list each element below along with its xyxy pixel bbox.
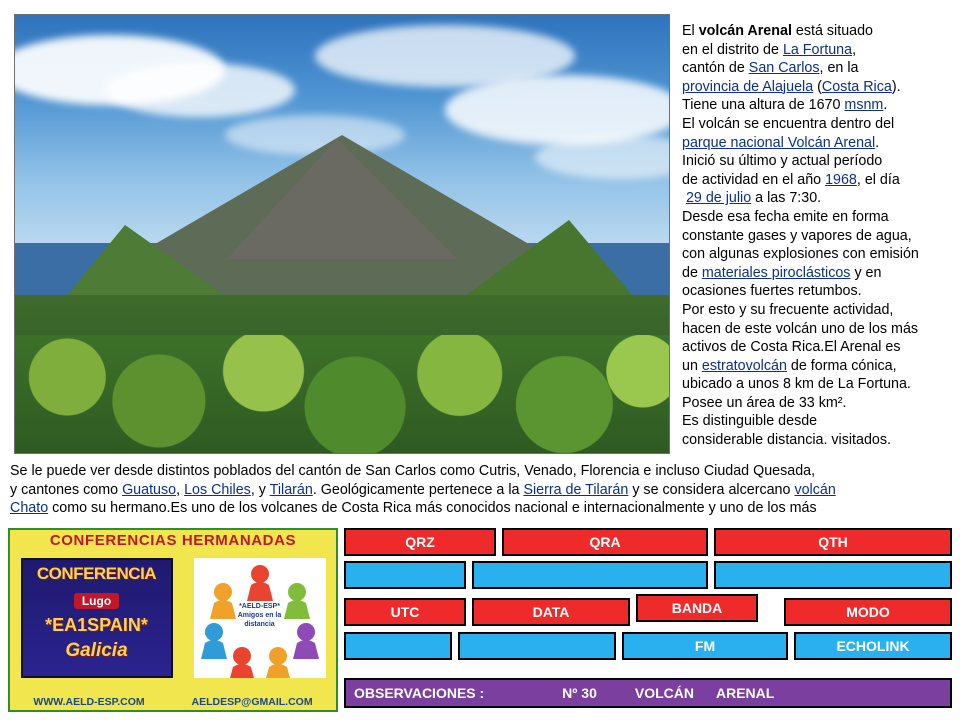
observations-number: Nº 30 bbox=[562, 685, 597, 701]
article-line-7: Inició su último y actual período bbox=[682, 153, 883, 170]
conference-logo bbox=[21, 558, 173, 678]
aeld-center-text bbox=[194, 602, 326, 629]
link-tilaran[interactable]: Tilarán bbox=[269, 481, 313, 498]
label-utc: UTC bbox=[344, 598, 466, 626]
article-line-3: provincia de Alajuela (Costa Rica). bbox=[682, 78, 901, 95]
input-data[interactable] bbox=[458, 632, 616, 660]
volcano-photo bbox=[14, 14, 670, 454]
mid-sep-4: y se considera alcercano bbox=[628, 481, 795, 498]
observations-bar[interactable] bbox=[344, 678, 952, 708]
conference-logo-line4: Galicia bbox=[65, 640, 128, 661]
article-line-11: constante gases y vapores de agua, bbox=[682, 227, 912, 244]
article-line-20: Posee un área de 33 km². bbox=[682, 394, 847, 411]
mid-paragraph bbox=[10, 462, 954, 518]
article-line-18: un estratovolcán de forma cónica, bbox=[682, 357, 897, 374]
link-provincia-alajuela[interactable]: provincia de Alajuela bbox=[682, 78, 814, 95]
link-guatuso[interactable]: Guatuso bbox=[122, 481, 177, 498]
logo-panel bbox=[8, 528, 338, 712]
article-line-9: 29 de julio a las 7:30. bbox=[685, 190, 822, 207]
article-line-12: con algunas explosiones con emisión bbox=[682, 246, 919, 263]
article-line-22: considerable distancia. visitados. bbox=[682, 432, 892, 449]
volcano-ash-slope bbox=[227, 139, 457, 259]
article-line-14: ocasiones fuertes retumbos. bbox=[682, 283, 862, 300]
article-line-15: Por esto y su frecuente actividad, bbox=[682, 301, 894, 318]
article-line-1: en el distrito de La Fortuna, bbox=[682, 41, 857, 58]
link-chato[interactable]: Chato bbox=[10, 500, 49, 517]
photo-forest bbox=[15, 335, 669, 454]
link-materiales-piroclasticos[interactable]: materiales piroclásticos bbox=[701, 264, 851, 281]
logo-panel-title: CONFERENCIAS HERMANADAS bbox=[49, 532, 297, 549]
aeld-line2: Amigos en la bbox=[237, 612, 282, 619]
label-banda: BANDA bbox=[636, 594, 758, 622]
label-modo: MODO bbox=[784, 598, 952, 626]
label-data: DATA bbox=[472, 598, 630, 626]
article-line-16: hacen de este volcán uno de los más bbox=[682, 320, 919, 337]
article-lead: El bbox=[682, 23, 699, 39]
link-msnm[interactable]: msnm bbox=[844, 97, 884, 114]
conference-logo-line2 bbox=[23, 594, 171, 608]
link-estratovolcan[interactable]: estratovolcán bbox=[701, 357, 787, 374]
link-costa-rica[interactable]: Costa Rica bbox=[821, 78, 892, 95]
logo-footer-website[interactable]: WWW.AELD-ESP.COM bbox=[33, 696, 145, 708]
input-banda[interactable]: FM bbox=[622, 632, 788, 660]
cloud bbox=[105, 63, 295, 117]
article-line-13: de materiales piroclásticos y en bbox=[682, 264, 882, 281]
article-line-19: ubicado a unos 8 km de La Fortuna. bbox=[682, 376, 911, 393]
label-qth: QTH bbox=[714, 528, 952, 556]
article-title-bold: volcán Arenal bbox=[698, 23, 792, 39]
aeld-logo bbox=[194, 558, 326, 678]
article-line-0: está situado bbox=[795, 23, 874, 39]
conference-logo-lugo: Lugo bbox=[74, 593, 119, 609]
observations-value2: ARENAL bbox=[715, 685, 775, 701]
article-text: El volcán Arenal está situado en el distrito de La Fortuna, cantón de San Carlos, en la provincia de Alajuela (Costa Rica). Tiene una altura de 1670 msnm. El volcán se encuentra dentro del parque nacional Volcán Arenal. Inició su último y actual período de actividad en el año 1968, el día 29 de julio a las 7:30. Desde esa fecha emite en forma constante gases y vapores de agua, con algunas explosiones con emisión de materiales piroclásticos y en ocasiones fuertes retumbos. Por esto y su frecuente actividad, hacen de este volcán uno de los más activos de Costa Rica.El Arenal es un estratovolcán de forma cónica, ubicado a unos 8 km de La Fortuna. Posee un área de 33 km². Es distinguible desde considerable distancia. visitados. bbox=[682, 23, 919, 449]
input-utc[interactable] bbox=[344, 632, 452, 660]
article-line-17: activos de Costa Rica.El Arenal es bbox=[682, 339, 901, 356]
link-la-fortuna[interactable]: La Fortuna bbox=[782, 41, 853, 58]
mid-line-1: Se le puede ver desde distintos poblados del cantón de San Carlos como Cutris, Venado, Florencia e incluso Ciudad Quesada, bbox=[10, 463, 816, 479]
input-modo[interactable]: ECHOLINK bbox=[794, 632, 952, 660]
aeld-line3: distancia bbox=[244, 621, 275, 628]
logo-row bbox=[10, 556, 336, 680]
observations-label: OBSERVACIONES : bbox=[354, 685, 485, 701]
article-line-2: cantón de San Carlos, en la bbox=[682, 60, 859, 77]
mid-sep-2: , y bbox=[250, 481, 270, 498]
link-volcan[interactable]: volcán bbox=[794, 481, 836, 498]
article-line-8: de actividad en el año 1968, el día bbox=[682, 171, 900, 188]
input-qrz[interactable] bbox=[344, 561, 466, 589]
link-1968[interactable]: 1968 bbox=[825, 171, 857, 188]
label-qra: QRA bbox=[502, 528, 708, 556]
link-sierra-de-tilaran[interactable]: Sierra de Tilarán bbox=[523, 481, 629, 498]
input-qth[interactable] bbox=[714, 561, 952, 589]
observations-value: VOLCÁN bbox=[634, 685, 694, 701]
conference-logo-line3: *EA1SPAIN* bbox=[45, 615, 148, 635]
qsl-form bbox=[344, 528, 952, 712]
logo-panel-footer bbox=[10, 696, 336, 708]
article-line-10: Desde esa fecha emite en forma bbox=[682, 208, 889, 225]
conference-logo-line1: CONFERENCIA bbox=[36, 564, 157, 583]
link-los-chiles[interactable]: Los Chiles bbox=[184, 481, 251, 498]
article-line-5: El volcán se encuentra dentro del bbox=[682, 115, 895, 132]
logo-footer-email[interactable]: AELDESP@GMAIL.COM bbox=[191, 696, 313, 708]
link-parque-nacional[interactable]: parque nacional Volcán Arenal bbox=[682, 134, 876, 151]
mid-line-2-a: y cantones como bbox=[10, 481, 123, 498]
link-san-carlos[interactable]: San Carlos bbox=[748, 60, 820, 77]
mid-line-3: como su hermano.Es uno de los volcanes de Costa Rica más conocidos nacional e internacionalmente y uno de los más bbox=[48, 500, 817, 517]
label-qrz: QRZ bbox=[344, 528, 496, 556]
aeld-line1: *AELD-ESP* bbox=[239, 603, 280, 610]
article-line-4: Tiene una altura de 1670 msnm. bbox=[682, 97, 888, 114]
link-29-julio[interactable]: 29 de julio bbox=[685, 190, 752, 207]
mid-sep-3: . Geológicamente pertenece a la bbox=[312, 481, 524, 498]
input-qra[interactable] bbox=[472, 561, 708, 589]
article-line-21: Es distinguible desde bbox=[682, 413, 818, 430]
mid-sep-1: , bbox=[176, 481, 185, 498]
